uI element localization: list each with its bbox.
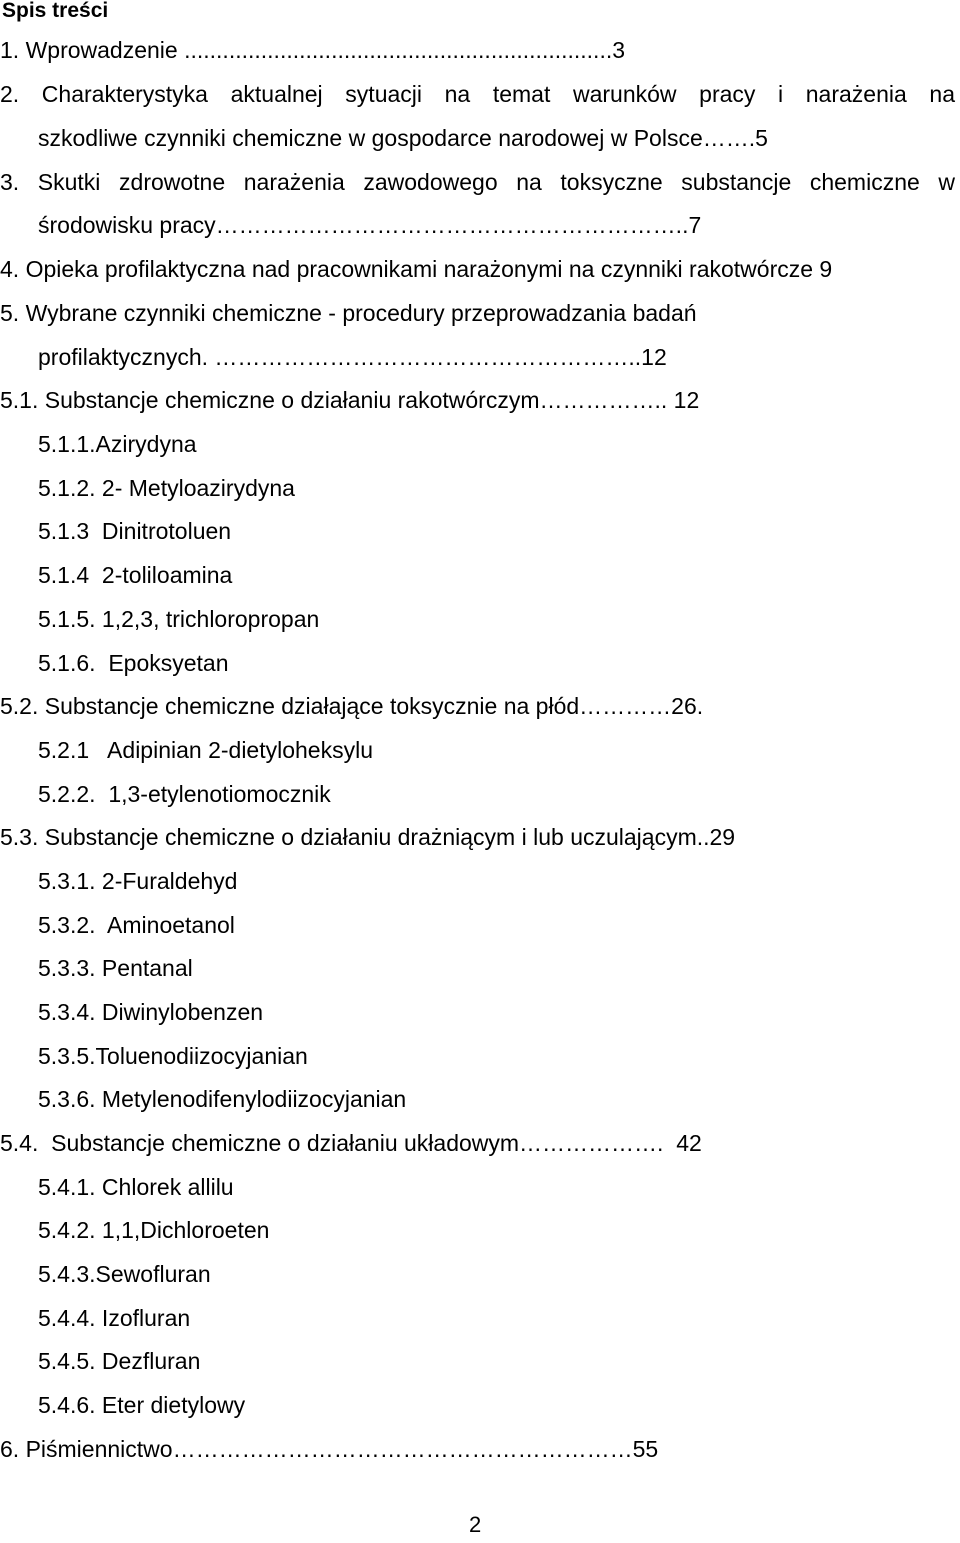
toc-subentry: 5.3.1. 2-Furaldehyd <box>38 868 238 894</box>
toc-subentry: 5.4.4. Izofluran <box>38 1305 191 1331</box>
toc-subentry: 5.3.4. Diwinylobenzen <box>38 999 264 1025</box>
toc-subentry: 5.4.5. Dezfluran <box>38 1348 201 1374</box>
toc-subentry: 5.4.3.Sewofluran <box>38 1261 211 1287</box>
toc-subentry: 5.1.1.Azirydyna <box>38 431 197 457</box>
toc-entry: 5.4. Substancje chemiczne o działaniu układowym………………. 42 <box>0 1130 702 1156</box>
toc-title: Spis treści <box>2 0 109 22</box>
toc-subentry: 5.3.2. Aminoetanol <box>38 912 235 938</box>
toc-entry: 5.3. Substancje chemiczne o działaniu drażniącym i lub uczulającym..29 <box>0 824 736 850</box>
toc-subentry: 5.4.2. 1,1,Dichloroeten <box>38 1217 270 1243</box>
toc-subentry: 5.2.1 Adipinian 2-dietyloheksylu <box>38 737 373 763</box>
toc-entry-continuation: profilaktycznych. ………………………………………………..12 <box>38 344 667 370</box>
toc-subentry: 5.1.4 2-toliloamina <box>38 562 233 588</box>
toc-subentry: 5.4.1. Chlorek allilu <box>38 1174 234 1200</box>
toc-entry-continuation: szkodliwe czynniki chemiczne w gospodarce narodowej w Polsce…….5 <box>38 125 768 151</box>
toc-entry: 5.2. Substancje chemiczne działające toksycznie na płód…………26. <box>0 693 704 719</box>
toc-subentry: 5.1.6. Epoksyetan <box>38 650 229 676</box>
toc-subentry: 5.3.6. Metylenodifenylodiizocyjanian <box>38 1086 407 1112</box>
toc-subentry: 5.4.6. Eter dietylowy <box>38 1392 246 1418</box>
toc-subentry: 5.3.5.Toluenodiizocyjanian <box>38 1043 308 1069</box>
toc-entry: 4. Opieka profilaktyczna nad pracownikami narażonymi na czynniki rakotwórcze 9 <box>0 256 833 282</box>
toc-entry: 3. Skutki zdrowotne narażenia zawodowego na toksyczne substancje chemiczne w <box>0 169 955 195</box>
toc-entry: 1. Wprowadzenie ...................................................................3 <box>0 37 626 63</box>
toc-entry: 5.1. Substancje chemiczne o działaniu rakotwórczym…………….. 12 <box>0 387 700 413</box>
toc-subentry: 5.1.2. 2- Metyloazirydyna <box>38 475 295 501</box>
toc-subentry: 5.1.5. 1,2,3, trichloropropan <box>38 606 320 632</box>
toc-entry: 5. Wybrane czynniki chemiczne - procedury przeprowadzania badań <box>0 300 697 326</box>
toc-subentry: 5.3.3. Pentanal <box>38 955 193 981</box>
page-number: 2 <box>469 1512 482 1537</box>
toc-entry: 6. Piśmiennictwo……………………………………………………55 <box>0 1436 659 1462</box>
toc-entry: 2. Charakterystyka aktualnej sytuacji na temat warunków pracy i narażenia na <box>0 81 955 107</box>
toc-subentry: 5.1.3 Dinitrotoluen <box>38 518 232 544</box>
toc-subentry: 5.2.2. 1,3-etylenotiomocznik <box>38 781 331 807</box>
toc-entry-continuation: środowisku pracy……………………………………………………..7 <box>38 212 702 238</box>
